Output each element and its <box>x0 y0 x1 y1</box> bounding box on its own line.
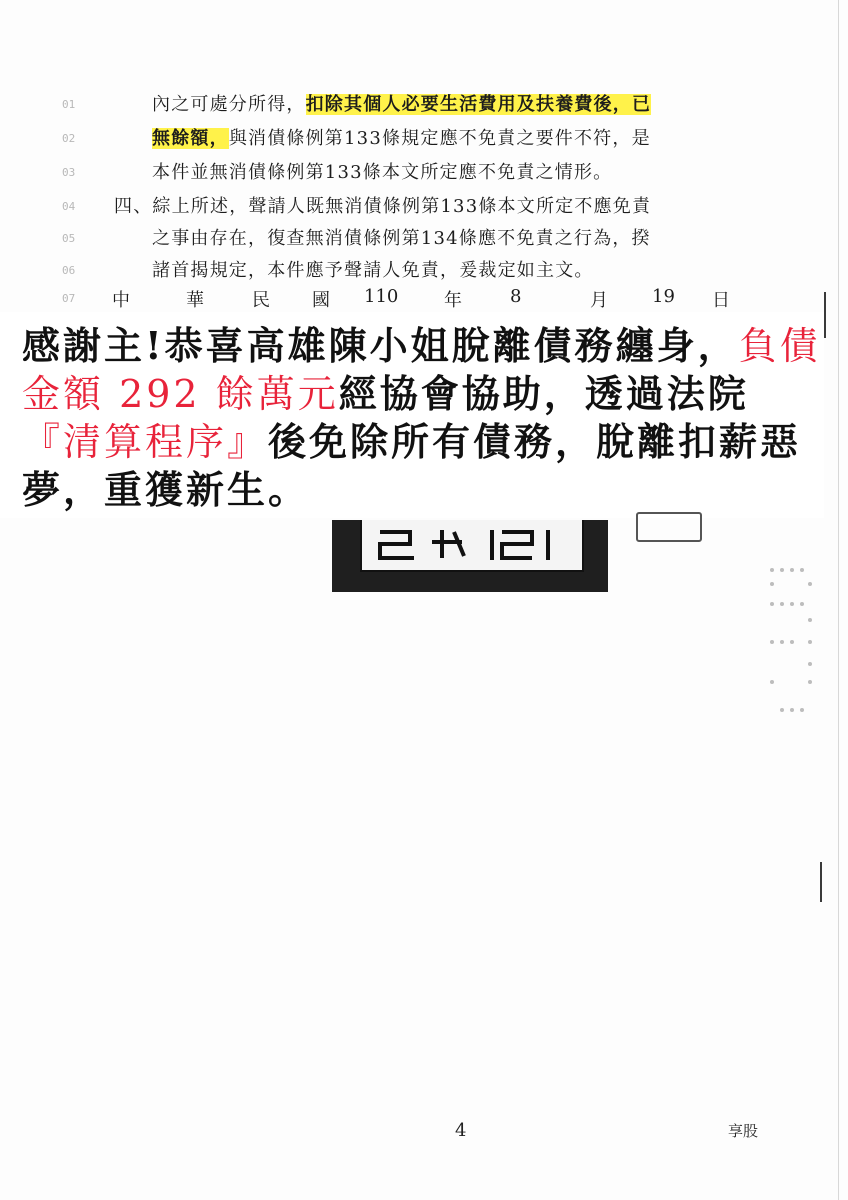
date-line <box>0 286 848 314</box>
text-segment: 之事由存在，復查無消債條例第134條應不免責之行為，揆 <box>152 228 651 249</box>
page-number: 4 <box>455 1120 467 1141</box>
footer-stamp-text: 享股 <box>728 1122 759 1140</box>
banner-text-2: 經協會協助，透過法院 <box>338 371 749 416</box>
text-segment: 本件並無消債條例第133條本文所定應不免責之情形。 <box>152 162 613 183</box>
line-text <box>152 90 651 116</box>
date-char: 中 <box>112 290 130 311</box>
small-stamp-icon <box>636 512 702 542</box>
date-char: 華 <box>186 290 204 311</box>
date-char: 年 <box>444 290 462 311</box>
line-number: 03 <box>62 166 76 179</box>
text-line <box>0 124 848 154</box>
text-segment: 四、綜上所述，聲請人既無消債條例第133條本文所定不應免責 <box>114 196 652 217</box>
perforation-dots-icon <box>764 568 824 718</box>
text-segment: 內之可處分所得， <box>152 94 306 115</box>
testimony-banner <box>0 312 824 518</box>
highlighted-text: 無餘額， <box>152 128 229 149</box>
seal-inner <box>360 520 584 572</box>
date-char: 日 <box>712 290 730 311</box>
banner-debt-amount: 負債金額 292 餘萬元 <box>22 324 821 416</box>
highlighted-text: 扣除其個人必要生活費用及扶養費後，已 <box>305 94 652 115</box>
line-text <box>152 158 612 184</box>
text-line <box>0 224 848 254</box>
line-number: 05 <box>62 232 76 245</box>
line-number: 02 <box>62 132 76 145</box>
banner-text-1: 感謝主!恭喜高雄陳小姐脫離債務纏身， <box>22 323 739 368</box>
line-number: 06 <box>62 264 76 277</box>
line-number: 04 <box>62 200 76 213</box>
line-number: 07 <box>62 292 76 305</box>
line-text <box>114 192 651 218</box>
text-line <box>0 90 848 120</box>
text-line <box>0 158 848 188</box>
line-number: 01 <box>62 98 76 111</box>
margin-mark <box>824 292 826 338</box>
date-month: 8 <box>510 286 522 307</box>
date-year: 110 <box>364 286 399 307</box>
court-seal <box>332 520 608 592</box>
banner-text <box>22 322 822 514</box>
text-segment: 與消債條例第133條規定應不免責之要件不符，是 <box>228 128 651 149</box>
banner-procedure: 『清算程序』 <box>22 420 269 464</box>
line-text <box>152 256 594 282</box>
date-char: 國 <box>312 290 330 311</box>
date-char: 月 <box>590 290 608 311</box>
text-segment: 諸首揭規定，本件應予聲請人免責，爰裁定如主文。 <box>152 260 594 281</box>
banner-text-3: 後免除所有債務，脫離扣薪惡夢，重獲新生。 <box>22 419 802 512</box>
date-day: 19 <box>652 286 675 307</box>
line-text <box>152 124 651 150</box>
text-line <box>0 256 848 286</box>
margin-mark <box>820 862 822 902</box>
text-line <box>0 192 848 222</box>
seal-glyphs-icon <box>362 520 582 570</box>
line-text <box>152 224 651 250</box>
date-char: 民 <box>252 290 270 311</box>
